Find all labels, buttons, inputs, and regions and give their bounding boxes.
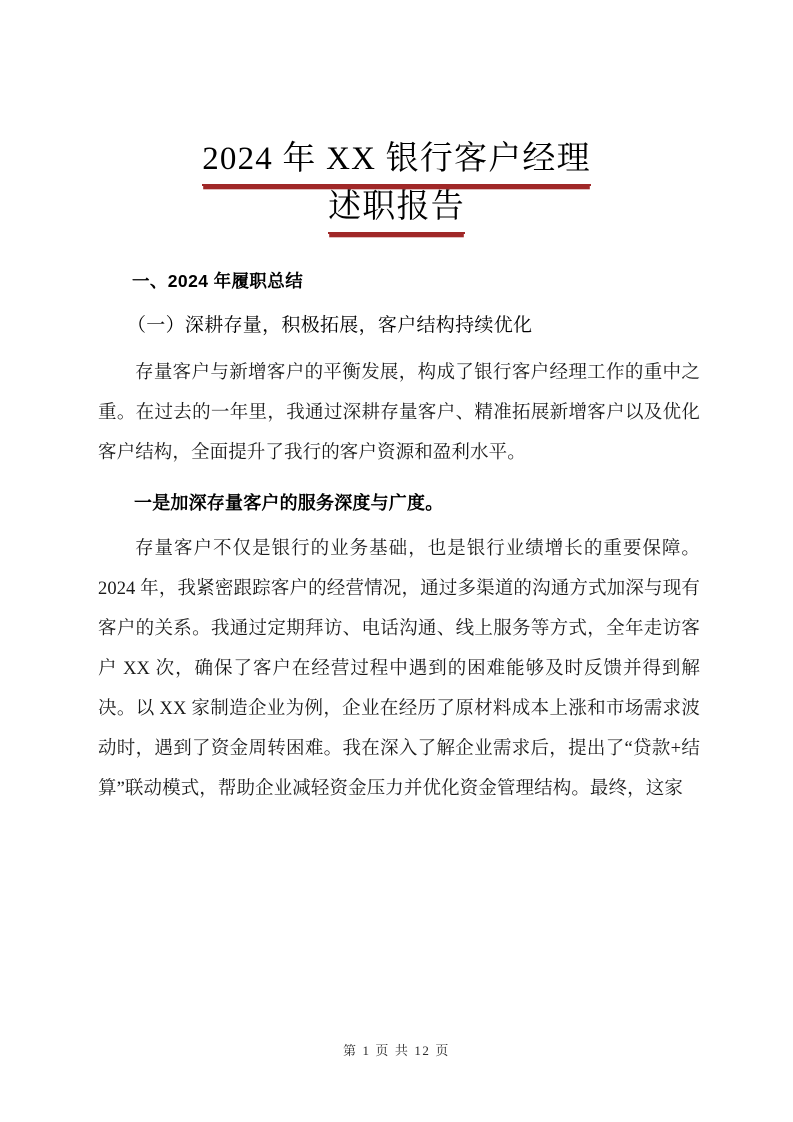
section-heading-level-1: 一、2024 年履职总结 bbox=[132, 270, 304, 291]
section-heading-level-2: （一）深耕存量，积极拓展，客户结构持续优化 bbox=[127, 315, 533, 337]
document-body bbox=[0, 353, 793, 473]
title-line-1-text: 2024 年 XX 银行客户经理 bbox=[202, 138, 591, 186]
body-paragraph-2: 存量客户不仅是银行的业务基础，也是银行业绩增长的重要保障。2024 年，我紧密跟踪客户的经营情况，通过多渠道的沟通方式加深与现有客户的关系。我通过定期拜访、电话沟通、线上服务等方式，全年走访客户 XX 次，确保了客户在经营过程中遇到的困难能够及时反馈并得到解决。以 XX 家制造企业为例，企业在经历了原材料成本上涨和市场需求波动时，遇到了资金周转困难。我在深入了解企业需求后，提出了“贷款+结算”联动模式，帮助企业减轻资金压力并优化资金管理结构。最终，这家 bbox=[98, 539, 700, 800]
page-footer: 第 1 页 共 12 页 bbox=[343, 1043, 450, 1058]
document-body-continued bbox=[0, 529, 793, 809]
title-line-2 bbox=[0, 186, 793, 234]
section-heading-level-3: 一是加深存量客户的服务深度与广度。 bbox=[134, 492, 444, 513]
title-line-1 bbox=[0, 138, 793, 186]
title-line-2-text: 述职报告 bbox=[328, 186, 465, 234]
document-title bbox=[0, 0, 793, 234]
body-paragraph-1: 存量客户与新增客户的平衡发展，构成了银行客户经理工作的重中之重。在过去的一年里，我通过深耕存量客户、精准拓展新增客户以及优化客户结构，全面提升了我行的客户资源和盈利水平。 bbox=[98, 362, 700, 463]
